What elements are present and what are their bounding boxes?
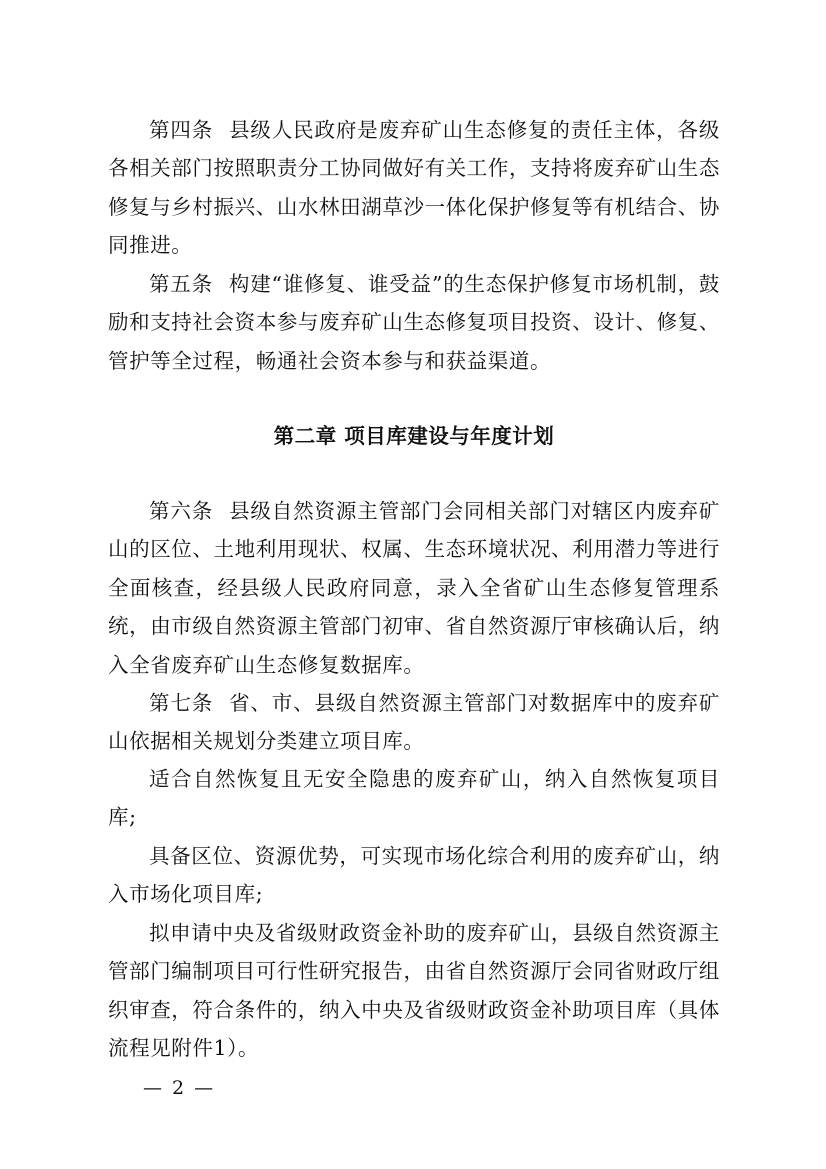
article-4-number: 第四条	[149, 118, 214, 142]
article-4-text: 县级人民政府是废弃矿山生态修复的责任主体，各级各相关部门按照职责分工协同做好有关工作，支持将废弃矿山生态修复与乡村振兴、山水林田湖草沙一体化保护修复等有机结合、协同推进。	[108, 118, 720, 258]
article-5-text: 构建“谁修复、谁受益”的生态保护修复市场机制，鼓励和支持社会资本参与废弃矿山生态修复项目投资、设计、修复、管护等全过程，畅通社会资本参与和获益渠道。	[108, 272, 720, 373]
market-paragraph: 具备区位、资源优势，可实现市场化综合利用的废弃矿山，纳入市场化项目库;	[108, 844, 720, 907]
article-4-paragraph	[108, 111, 720, 265]
article-5-paragraph	[108, 265, 720, 380]
article-6-number: 第六条	[149, 499, 214, 523]
article-7-text: 省、市、县级自然资源主管部门对数据库中的废弃矿山依据相关规划分类建立项目库。	[108, 691, 720, 754]
article-5-number: 第五条	[149, 272, 213, 296]
article-6-paragraph	[108, 492, 720, 684]
article-7-number: 第七条	[149, 691, 214, 715]
chapter-2-heading: 第二章 项目库建设与年度计划	[273, 424, 555, 448]
fiscal-paragraph: 拟申请中央及省级财政资金补助的废弃矿山，县级自然资源主管部门编制项目可行性研究报告，由省自然资源厅会同省财政厅组织审查，符合条件的，纳入中央及省级财政资金补助项目库（具体流程见附件1）。	[108, 921, 720, 1061]
article-6-text: 县级自然资源主管部门会同相关部门对辖区内废弃矿山的区位、土地利用现状、权属、生态环境状况、利用潜力等进行全面核查，经县级人民政府同意，录入全省矿山生态修复管理系统，由市级自然资源主管部门初审、省自然资源厅审核确认后，纳入全省废弃矿山生态修复数据库。	[108, 499, 720, 677]
article-7-paragraph	[108, 684, 720, 761]
page-number: — 2 —	[143, 1077, 216, 1099]
natural-recovery-paragraph: 适合自然恢复且无安全隐患的废弃矿山，纳入自然恢复项目库;	[108, 767, 720, 830]
